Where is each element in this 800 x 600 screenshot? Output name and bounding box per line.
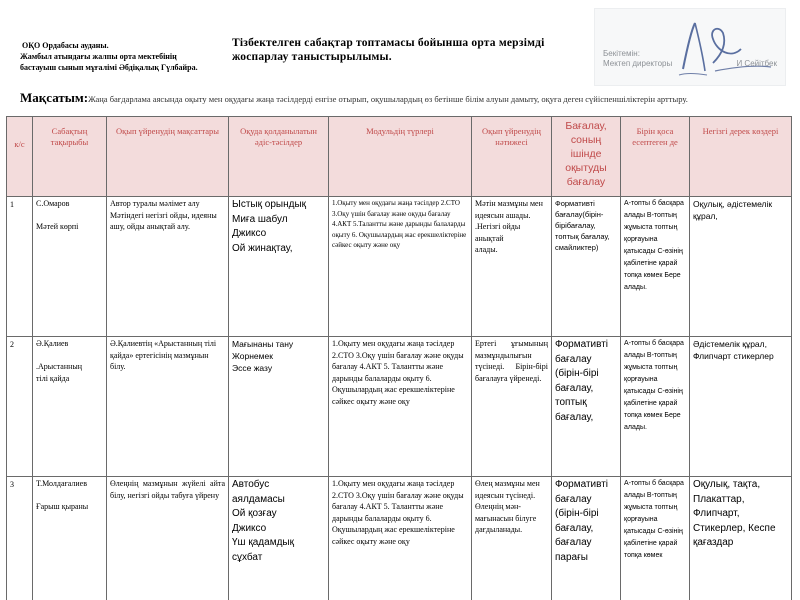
table-row	[7, 197, 792, 337]
table-row	[7, 477, 792, 600]
method-line: сұхбат	[232, 551, 263, 563]
topic-line: С.Омаров	[36, 199, 70, 208]
header-cell-methods: Оқуда қолданылатын әдіс-тәсілдер	[229, 117, 329, 197]
method-line: Үш қадамдық	[232, 537, 294, 548]
school-info	[20, 40, 230, 73]
aim-section	[20, 92, 700, 105]
row-goals: Өлеңнің мазмұнын жүйелі айта білу, негізгі ойды табуға үйрену	[107, 477, 229, 600]
header-cell-num: к/с	[7, 117, 33, 197]
row-topic	[33, 337, 107, 477]
topic-line: Ғарыш қыраны	[36, 502, 89, 511]
topic-line	[36, 350, 103, 362]
row-peer: А-топты б басқара алады В-топтың жұмыста топтың қорғауына қатысады С-өзінің қабілетіне қарай топқа көмек Бере алады.	[621, 197, 690, 337]
approval-text	[603, 49, 672, 69]
row-sources: Әдістемелік құрал, Флипчарт стикерлер	[690, 337, 792, 477]
school-line: ОҚО Ордабасы ауданы.	[22, 41, 109, 50]
topic-line: тілі қайда	[36, 373, 70, 383]
signature-icon	[595, 9, 787, 87]
table-header-row	[7, 117, 792, 197]
method-line: Жорнемек	[232, 351, 273, 361]
row-peer: А-топты б басқара алады В-топтың жұмыста топтың қорғауына қатысады С-өзінің қабілетіне қарай топқа көмек	[621, 477, 690, 600]
row-outcome	[472, 197, 552, 337]
row-methods	[229, 197, 329, 337]
row-modules: 1.Оқыту мен оқудағы жаңа тәсілдер 2.СТО 3.Оқу үшін бағалау және оқуды бағалау 4.АКТ 5. Талантты және дарынды балаларды оқыту 6. Оқушылардың жас ерекшеліктеріне сәйкес оқыту және оқу	[329, 477, 472, 600]
row-assessment: Формативті бағалау (бірін-бірі бағалау, топтық бағалау,	[552, 337, 621, 477]
goal-line: Мәтіндегі негізгі ойды, идеяны ашу, ойды анықтай алу.	[110, 210, 217, 231]
method-line: Эссе жазу	[232, 363, 273, 373]
topic-line: .Арыстанның	[36, 362, 83, 371]
topic-line	[36, 490, 103, 502]
method-line: Джиксо	[232, 522, 267, 534]
row-modules: 1.Оқыту мен оқудағы жаңа тәсілдер 2.СТО 3.Оқу үшін бағалау және оқуды бағалау 4.АКТ 5. Талантты және дарынды балаларды оқыту 6. Оқушылардың жас ерекшеліктеріне сәйкес оқыту және оқу	[329, 337, 472, 477]
row-sources: Оқулық, тақта, Плакаттар, Флипчарт, Стикерлер, Кеспе қағаздар	[690, 477, 792, 600]
row-number: 3	[7, 477, 33, 600]
method-line: Ой қозғау	[232, 508, 277, 519]
method-line: Джиксо	[232, 228, 267, 239]
row-outcome: Ертегі ұғымының мазмұндылығын түсінеді. Бірін-бірі бағалауға үйренеді.	[472, 337, 552, 477]
aim-text: Жаңа бағдарлама аясында оқыту мен оқудағы жаңа тәсілдерді енгізе отырып, оқушылардың өз бетінше білім алуын дамыту, оқуға деген сүйіспеншіліктерін арттыру.	[88, 94, 688, 104]
school-line: Жамбыл атындағы жалпы орта мектебінің	[20, 52, 177, 61]
row-number: 2	[7, 337, 33, 477]
aim-label: Мақсатым:	[20, 90, 89, 105]
method-line: Ыстық орындық	[232, 199, 307, 210]
header-cell-topic: Сабақтың тақырыбы	[33, 117, 107, 197]
method-line: Ой жинақтау,	[232, 242, 293, 254]
header-cell-goals: Оқып үйренудің мақсаттары	[107, 117, 229, 197]
school-line: бастауыш сынып мұғалімі Әбдіқалық Гүлбайра.	[20, 63, 198, 72]
approval-line: Мектеп директоры	[603, 59, 673, 68]
row-methods	[229, 337, 329, 477]
topic-line: Т.Молдағалиев	[36, 479, 88, 488]
approval-stamp	[594, 8, 786, 86]
row-goals: Ә.Қалиевтің «Арыстанның тілі қайда» ертегісінің мазмұнын білу.	[107, 337, 229, 477]
method-line: Мағынаны тану	[232, 339, 294, 349]
topic-line: Ә.Қалиев	[36, 339, 69, 348]
row-topic	[33, 197, 107, 337]
outcome-line: алады.	[475, 245, 498, 254]
row-modules: 1.Оқыту мен оқудағы жаңа тәсілдер 2.СТО 3.Оқу үшін бағалау және оқуды бағалау 4.АКТ 5.Талантты және дарынды балаларды оқыту 6. Оқушылардың жас ерекшеліктеріне сәйкес оқыту және оқу	[329, 197, 472, 337]
header-cell-assessment: Бағалау, соның ішінде оқытуды бағалау	[552, 117, 621, 197]
signature-name: И Сейітбек	[736, 59, 777, 68]
row-peer: А-топты б басқара алады В-топтың жұмыста топтың қорғауына қатысады С-өзінің қабілетіне қарай топқа көмек Бере алады.	[621, 337, 690, 477]
method-line: аялдамасы	[232, 493, 285, 505]
goal-line: Автор туралы мәлімет алу	[110, 199, 200, 208]
row-outcome: Өлең мазмұны мен идеясын түсінеді. Өлеңнің мән-мағынасын білуге дағдыланады.	[472, 477, 552, 600]
outcome-line: .Негізгі ойды анықтай	[475, 222, 521, 243]
topic-line: Мәтей көрпі	[36, 222, 79, 231]
method-line: Миға шабул	[232, 213, 288, 225]
document-title: Тізбектелген сабақтар топтамасы бойынша орта мерзімді жоспарлау таныстырылымы.	[232, 37, 545, 63]
approval-line: Бекітемін:	[603, 49, 640, 58]
header-cell-peer: Бірін қоса есептеген де	[621, 117, 690, 197]
method-line: Автобус	[232, 479, 270, 490]
topic-line	[36, 210, 103, 222]
header-cell-outcome: Оқып үйренудің нәтижесі	[472, 117, 552, 197]
row-number: 1	[7, 197, 33, 337]
row-methods	[229, 477, 329, 600]
header-cell-sources: Негізгі дерек көздері	[690, 117, 792, 197]
row-assessment: Формативті бағалау (бірін-бірі бағалау, бағалау парағы	[552, 477, 621, 600]
row-sources: Оқулық, әдістемелік құрал,	[690, 197, 792, 337]
outcome-line: Мәтін мазмұны мен идеясын ашады.	[475, 199, 543, 220]
plan-table	[6, 116, 792, 600]
row-goals	[107, 197, 229, 337]
header-cell-modules: Модульдің түрлері	[329, 117, 472, 197]
table-row	[7, 337, 792, 477]
row-topic	[33, 477, 107, 600]
row-assessment: Формативті бағалау(бірін-бірібағалау, топтық бағалау, смайликтер)	[552, 197, 621, 337]
